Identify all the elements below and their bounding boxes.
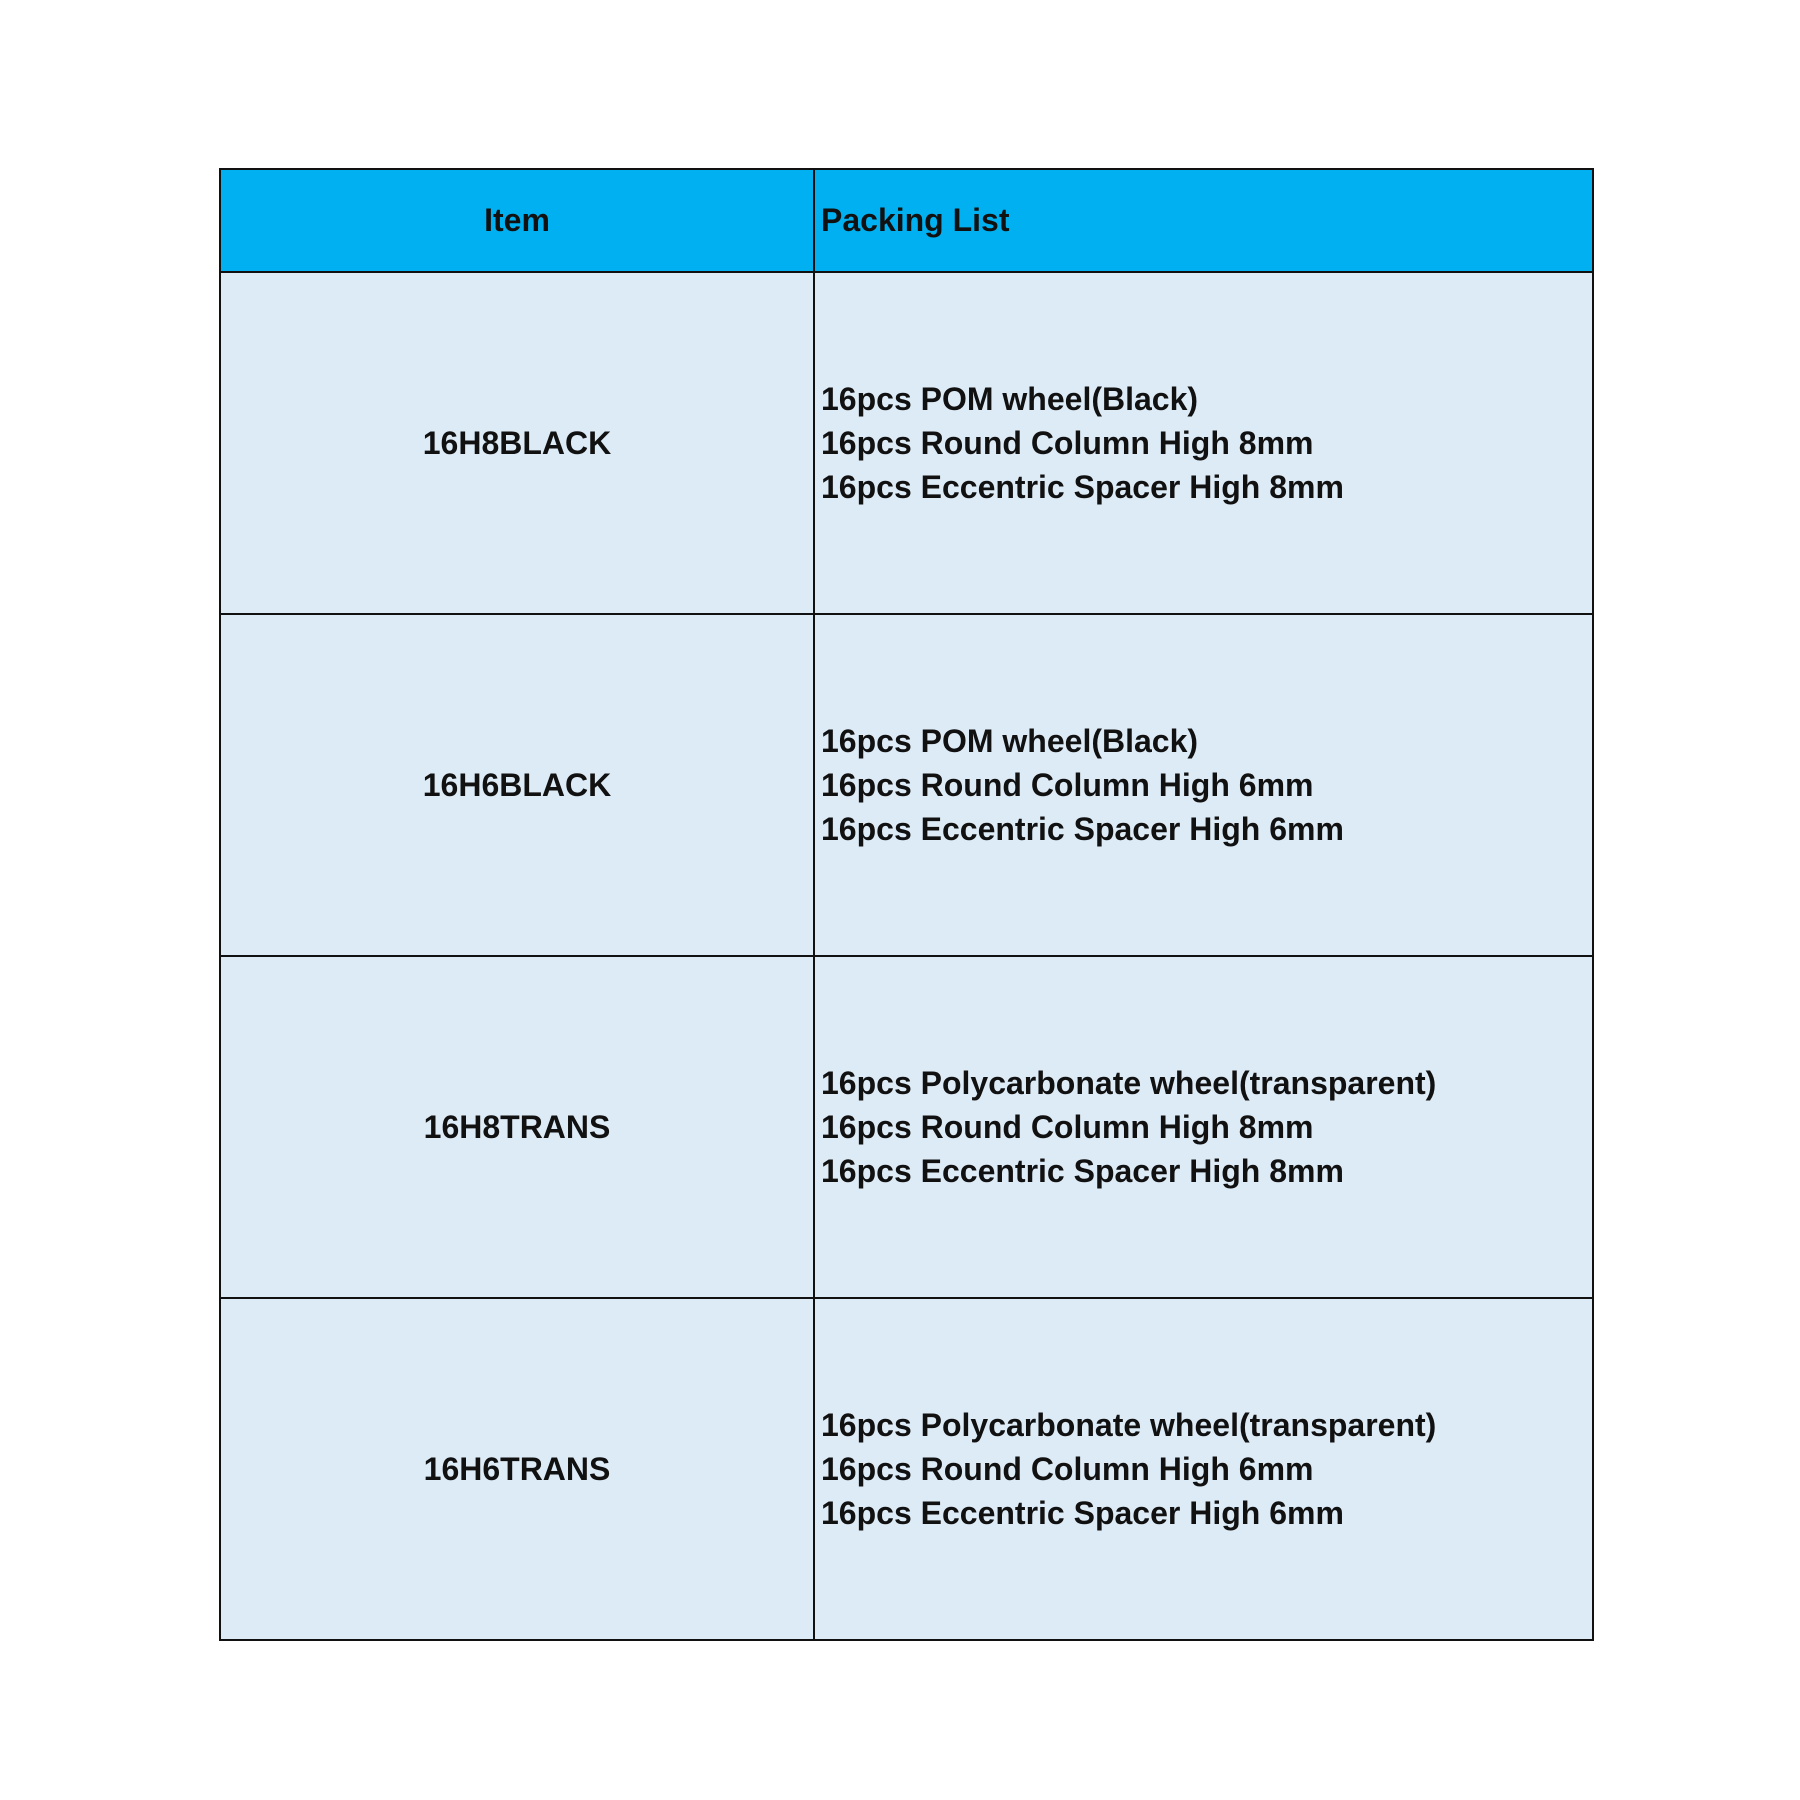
item-code-cell: 16H6TRANS (220, 1298, 814, 1640)
packing-list-cell (814, 956, 1593, 1298)
table-row (220, 614, 1593, 956)
item-code-cell: 16H6BLACK (220, 614, 814, 956)
table-header-row (220, 169, 1593, 272)
item-code-cell: 16H8BLACK (220, 272, 814, 614)
packing-list-line: 16pcs Polycarbonate wheel(transparent) (821, 1065, 1437, 1101)
packing-list-cell (814, 272, 1593, 614)
table-row (220, 956, 1593, 1298)
packing-list-line: 16pcs Round Column High 8mm (821, 1109, 1314, 1145)
packing-list-cell (814, 1298, 1593, 1640)
packing-list-column-header: Packing List (814, 169, 1593, 272)
packing-list-line: 16pcs Polycarbonate wheel(transparent) (821, 1407, 1437, 1443)
packing-list-line: 16pcs Round Column High 6mm (821, 1451, 1314, 1487)
item-code-cell: 16H8TRANS (220, 956, 814, 1298)
packing-list-line: 16pcs Eccentric Spacer High 8mm (821, 1153, 1344, 1189)
packing-list-line: 16pcs Eccentric Spacer High 6mm (821, 1495, 1344, 1531)
packing-list-line: 16pcs Eccentric Spacer High 6mm (821, 811, 1344, 847)
item-column-header: Item (220, 169, 814, 272)
packing-list-line: 16pcs Round Column High 6mm (821, 767, 1314, 803)
packing-list-cell (814, 614, 1593, 956)
packing-list-line: 16pcs Round Column High 8mm (821, 425, 1314, 461)
table-row (220, 272, 1593, 614)
table-row (220, 1298, 1593, 1640)
packing-list-line: 16pcs POM wheel(Black) (821, 381, 1199, 417)
packing-list-line: 16pcs Eccentric Spacer High 8mm (821, 469, 1344, 505)
packing-list-line: 16pcs POM wheel(Black) (821, 723, 1199, 759)
packing-list-table (219, 168, 1594, 1641)
